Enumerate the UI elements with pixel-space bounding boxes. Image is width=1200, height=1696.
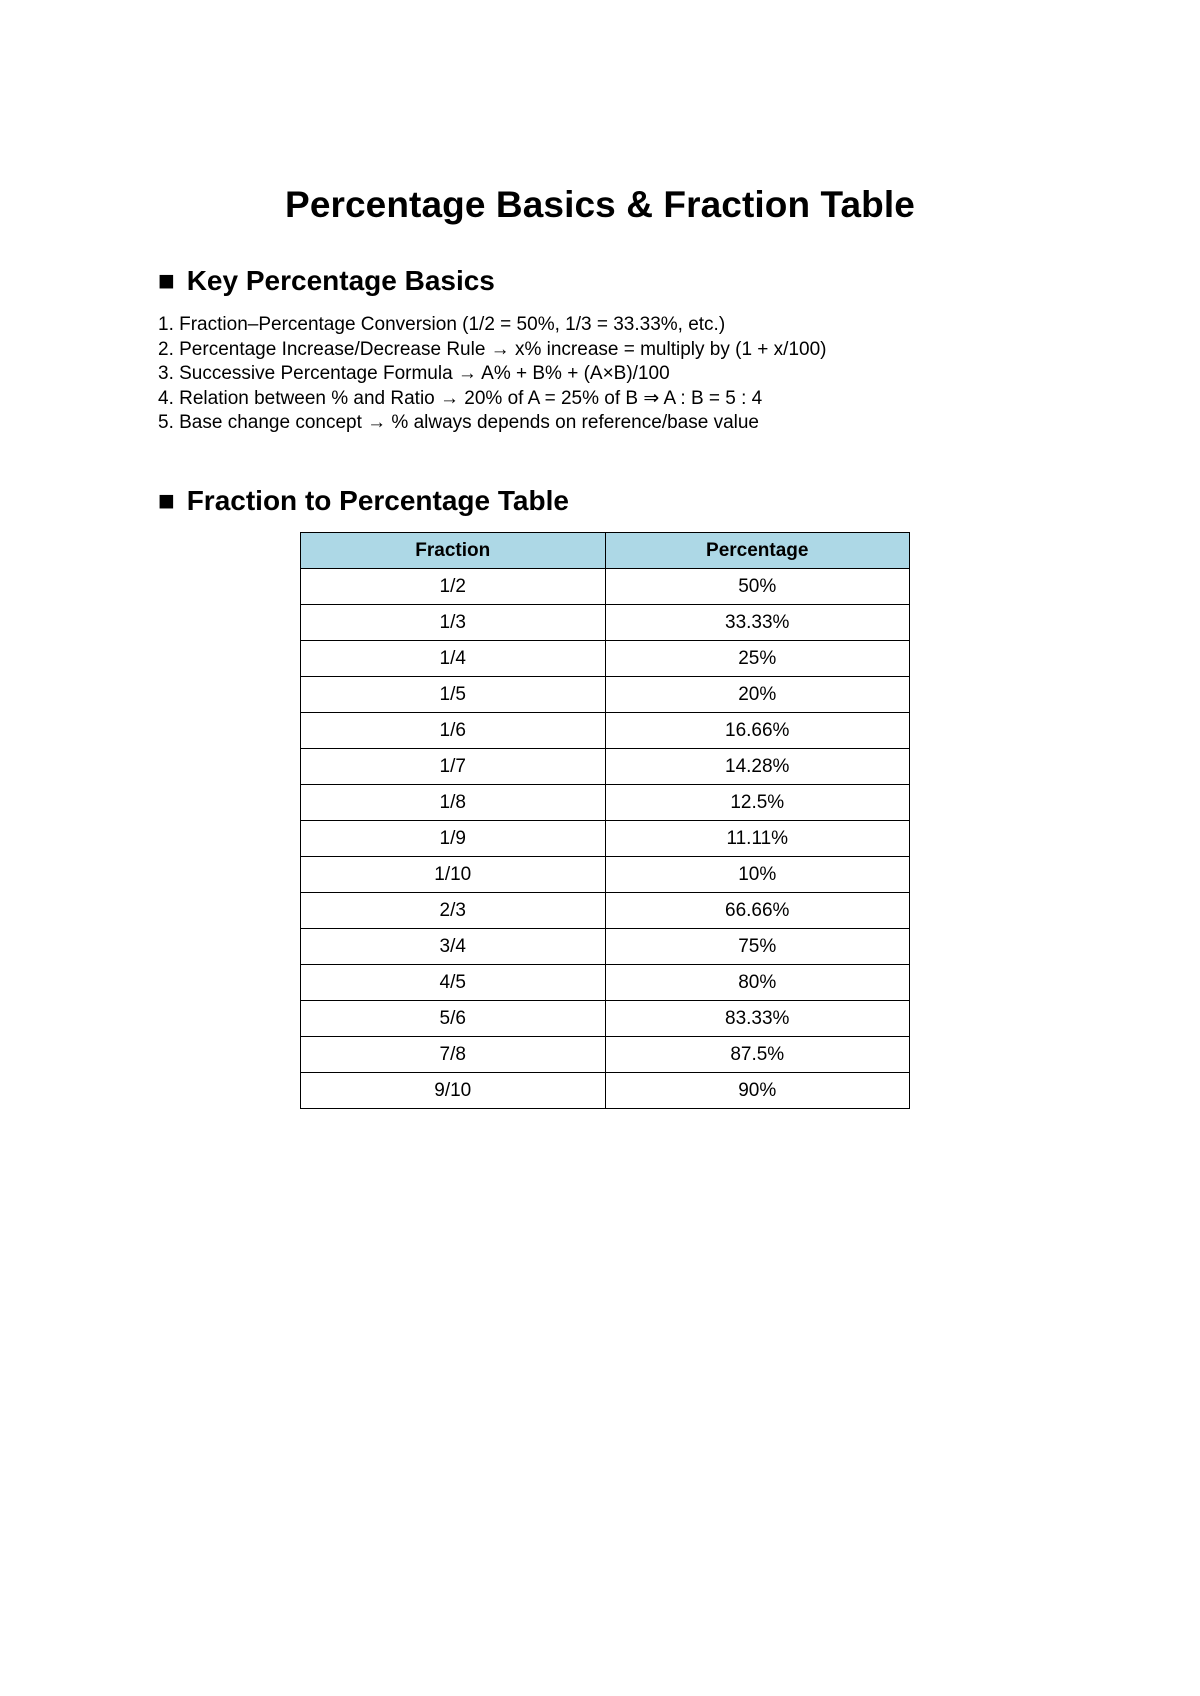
fraction-cell: 3/4: [301, 929, 606, 965]
fraction-cell: 1/5: [301, 677, 606, 713]
fraction-cell: 7/8: [301, 1037, 606, 1073]
square-bullet-icon: ■: [158, 485, 175, 516]
table-row: [301, 965, 910, 1001]
percentage-cell: 11.11%: [605, 821, 910, 857]
percentage-cell: 83.33%: [605, 1001, 910, 1037]
fraction-cell: 9/10: [301, 1073, 606, 1109]
percentage-cell: 14.28%: [605, 749, 910, 785]
column-header-percentage: Percentage: [605, 533, 910, 569]
table-row: [301, 929, 910, 965]
section-heading-label: Fraction to Percentage Table: [186, 485, 569, 516]
list-item: 2. Percentage Increase/Decrease Rule → x% increase = multiply by (1 + x/100): [158, 338, 827, 360]
percentage-cell: 12.5%: [605, 785, 910, 821]
table-row: [301, 641, 910, 677]
percentage-cell: 75%: [605, 929, 910, 965]
fraction-cell: 1/10: [301, 857, 606, 893]
percentage-cell: 16.66%: [605, 713, 910, 749]
fraction-cell: 1/3: [301, 605, 606, 641]
table-row: [301, 821, 910, 857]
table-row: [301, 749, 910, 785]
page-title: Percentage Basics & Fraction Table: [285, 183, 915, 225]
percentage-cell: 50%: [605, 569, 910, 605]
fraction-cell: 4/5: [301, 965, 606, 1001]
section-heading-key-basics: [158, 264, 495, 298]
percentage-cell: 10%: [605, 857, 910, 893]
table-row: [301, 893, 910, 929]
percentage-cell: 33.33%: [605, 605, 910, 641]
percentage-cell: 66.66%: [605, 893, 910, 929]
table-header-row: [301, 533, 910, 569]
fraction-cell: 1/7: [301, 749, 606, 785]
percentage-cell: 87.5%: [605, 1037, 910, 1073]
table-row: [301, 1001, 910, 1037]
table-row: [301, 569, 910, 605]
table-row: [301, 605, 910, 641]
list-item: 3. Successive Percentage Formula → A% + B% + (A×B)/100: [158, 363, 670, 385]
table-row: [301, 1037, 910, 1073]
list-item: 4. Relation between % and Ratio → 20% of A = 25% of B ⇒ A : B = 5 : 4: [158, 387, 763, 409]
list-item: 5. Base change concept → % always depends on reference/base value: [158, 412, 759, 434]
fraction-cell: 1/8: [301, 785, 606, 821]
fraction-cell: 1/4: [301, 641, 606, 677]
key-basics-list: [158, 313, 827, 436]
percentage-cell: 25%: [605, 641, 910, 677]
table-row: [301, 713, 910, 749]
table-row: [301, 1073, 910, 1109]
fraction-cell: 1/9: [301, 821, 606, 857]
fraction-cell: 1/6: [301, 713, 606, 749]
fraction-cell: 5/6: [301, 1001, 606, 1037]
percentage-cell: 80%: [605, 965, 910, 1001]
table-row: [301, 677, 910, 713]
fraction-percentage-table: [300, 532, 910, 1109]
section-heading-label: Key Percentage Basics: [186, 265, 495, 296]
square-bullet-icon: ■: [158, 265, 175, 296]
percentage-cell: 20%: [605, 677, 910, 713]
table-row: [301, 857, 910, 893]
percentage-cell: 90%: [605, 1073, 910, 1109]
table-body: [301, 569, 910, 1109]
fraction-cell: 2/3: [301, 893, 606, 929]
fraction-cell: 1/2: [301, 569, 606, 605]
section-heading-fraction-table: [158, 484, 569, 518]
list-item: 1. Fraction–Percentage Conversion (1/2 = 50%, 1/3 = 33.33%, etc.): [158, 314, 726, 335]
column-header-fraction: Fraction: [301, 533, 606, 569]
table-row: [301, 785, 910, 821]
